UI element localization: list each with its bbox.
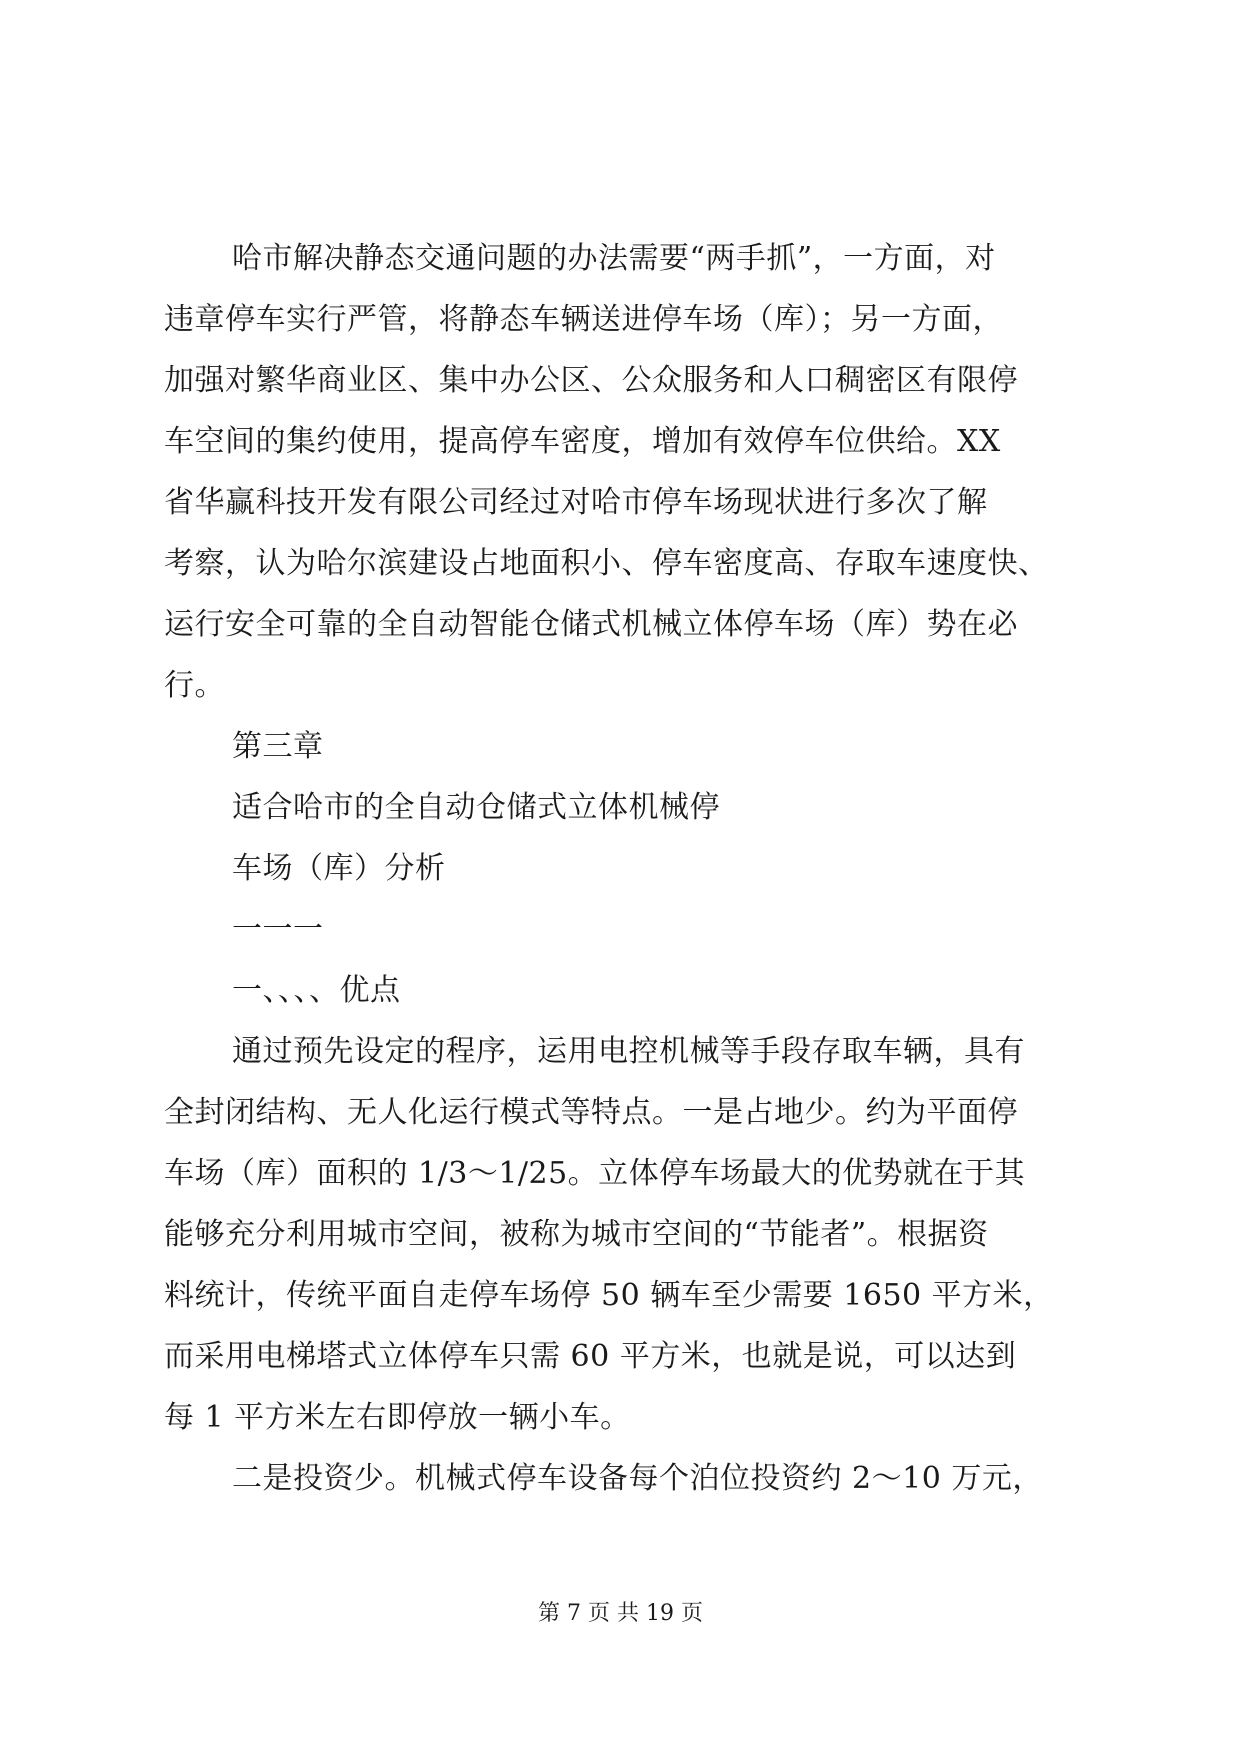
paragraph-line: 通过预先设定的程序，运用电控机械等手段存取车辆，具有 bbox=[232, 1034, 1025, 1069]
chapter-number: 第三章 bbox=[232, 729, 324, 764]
paragraph-line: 车空间的集约使用，提高停车密度，增加有效停车位供给。XX bbox=[164, 424, 1001, 459]
paragraph-line: 二是投资少。机械式停车设备每个泊位投资约 2～10 万元， bbox=[232, 1461, 1043, 1496]
document-body bbox=[164, 228, 1080, 1509]
paragraph-line: 哈市解决静态交通问题的办法需要“两手抓”，一方面，对 bbox=[232, 241, 996, 276]
section-heading: 一、、、、优点 bbox=[232, 973, 401, 1008]
paragraph-line: 每 1 平方米左右即停放一辆小车。 bbox=[164, 1400, 631, 1435]
paragraph-line: 能够充分利用城市空间，被称为城市空间的“节能者”。根据资 bbox=[164, 1217, 989, 1252]
chapter-title-line: 车场（库）分析 bbox=[232, 851, 446, 886]
paragraph-line: 省华赢科技开发有限公司经过对哈市停车场现状进行多次了解 bbox=[164, 485, 988, 520]
paragraph-line: 而采用电梯塔式立体停车只需 60 平方米，也就是说，可以达到 bbox=[164, 1339, 1017, 1374]
chapter-title-line: 适合哈市的全自动仓储式立体机械停 bbox=[232, 790, 720, 825]
paragraph-line: 考察，认为哈尔滨建设占地面积小、停车密度高、存取车速度快、 bbox=[164, 546, 1049, 581]
chapter-dashes: 一一一 bbox=[232, 912, 324, 947]
paragraph-line: 全封闭结构、无人化运行模式等特点。一是占地少。约为平面停 bbox=[164, 1095, 1018, 1130]
paragraph-line: 车场（库）面积的 1/3～1/25。立体停车场最大的优势就在于其 bbox=[164, 1156, 1026, 1191]
paragraph-line: 行。 bbox=[164, 668, 225, 703]
page-number-footer: 第 7 页 共 19 页 bbox=[538, 1601, 703, 1626]
paragraph-line: 违章停车实行严管，将静态车辆送进停车场（库）；另一方面， bbox=[164, 302, 1003, 337]
paragraph-line: 料统计，传统平面自走停车场停 50 辆车至少需要 1650 平方米， bbox=[164, 1278, 1054, 1313]
paragraph-line: 加强对繁华商业区、集中办公区、公众服务和人口稠密区有限停 bbox=[164, 363, 1018, 398]
paragraph-line: 运行安全可靠的全自动智能仓储式机械立体停车场（库）势在必 bbox=[164, 607, 1018, 642]
